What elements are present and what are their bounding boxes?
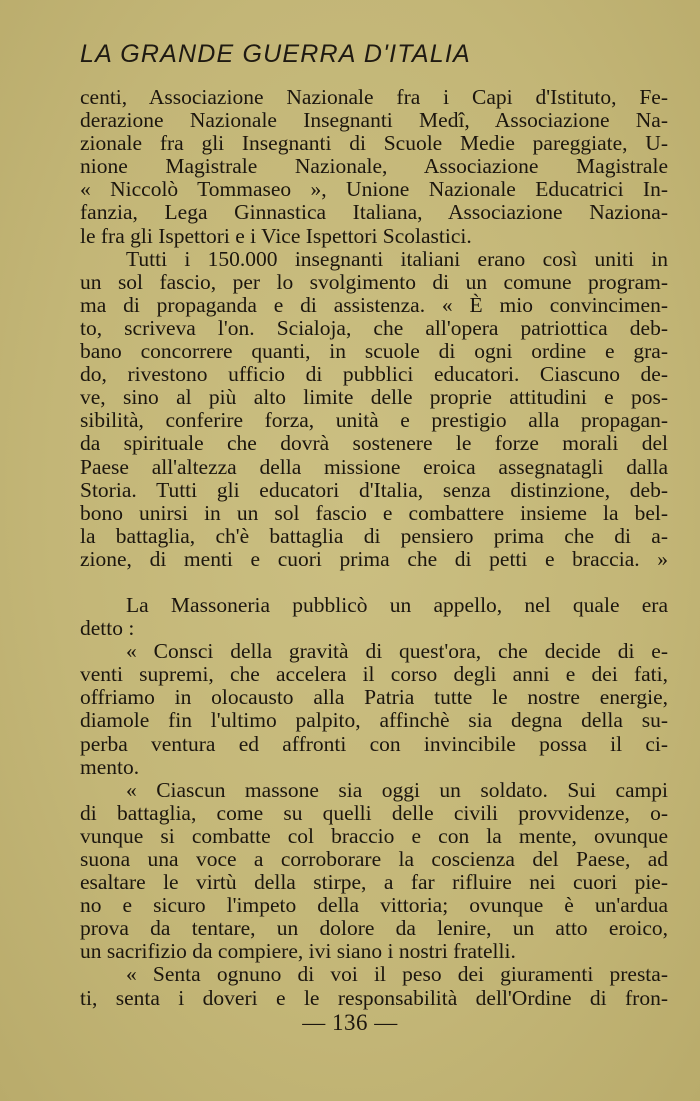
- text-line: « Niccolò Tommaseo », Unione Nazionale Educatrici In-: [80, 177, 668, 202]
- text-line: derazione Nazionale Insegnanti Medî, Associazione Na-: [80, 108, 668, 133]
- text-line: bano concorrere quanti, in scuole di ogni ordine e gra-: [80, 339, 668, 364]
- page-number: — 136 —: [302, 1010, 398, 1035]
- running-title: LA GRANDE GUERRA D'ITALIA: [80, 40, 471, 68]
- text-line: vunque si combatte col braccio e con la mente, ovunque: [80, 823, 668, 848]
- paragraph-appeal-1: [80, 640, 668, 779]
- text-line: bono unirsi in un sol fascio e combattere insieme la bel-: [80, 500, 668, 525]
- text-line: la battaglia, ch'è battaglia di pensiero prima che di a-: [80, 523, 668, 548]
- text-line: sibilità, conferire forza, unità e prestigio alla propagan-: [80, 408, 668, 433]
- text-line: ma di propaganda e di assistenza. « È mio convincimen-: [80, 292, 668, 317]
- text-line: « Ciascun massone sia oggi un soldato. Sui campi: [126, 777, 668, 802]
- body-text: [80, 86, 668, 1010]
- text-line: ti, senta i doveri e le responsabilità dell'Ordine di fron-: [80, 985, 668, 1010]
- text-line: da spirituale che dovrà sostenere le forze morali del: [80, 431, 668, 456]
- paragraph-masonry-intro: [80, 594, 668, 640]
- text-line: venti supremi, che accelera il corso degli anni e dei fati,: [80, 662, 668, 687]
- paragraph-appeal-2: [80, 779, 668, 964]
- text-line: La Massoneria pubblicò un appello, nel quale era: [126, 592, 668, 617]
- text-line: fanzia, Lega Ginnastica Italiana, Associazione Naziona-: [80, 200, 668, 225]
- text-line: di battaglia, come su quelli delle civili provvidenze, o-: [80, 800, 668, 825]
- text-line: prova da tentare, un dolore da lenire, un atto eroico,: [80, 916, 668, 941]
- text-line: to, scriveva l'on. Scialoja, che all'opera patriottica deb-: [80, 315, 668, 340]
- text-line: Tutti i 150.000 insegnanti italiani erano così uniti in: [126, 246, 668, 271]
- paragraph-appeal-3: [80, 963, 668, 1009]
- text-line: detto :: [80, 616, 135, 641]
- text-line: no e sicuro l'impeto della vittoria; ovunque è un'ardua: [80, 893, 668, 918]
- text-line: un sol fascio, per lo svolgimento di un comune program-: [80, 269, 668, 294]
- text-line: offriamo in olocausto alla Patria tutte le nostre energie,: [80, 685, 668, 710]
- text-line: centi, Associazione Nazionale fra i Capi d'Istituto, Fe-: [80, 85, 668, 109]
- text-line: Storia. Tutti gli educatori d'Italia, senza distinzione, deb-: [80, 477, 668, 502]
- paragraph-teachers: [80, 248, 668, 571]
- text-line: ve, sino al più alto limite delle proprie attitudini e pos-: [80, 385, 668, 410]
- text-line: zione, di menti e cuori prima che di petti e braccia. »: [80, 546, 668, 571]
- text-line: perba ventura ed affronti con invincibile possa il ci-: [80, 731, 668, 756]
- text-line: suona una voce a corroborare la coscienza del Paese, ad: [80, 847, 668, 871]
- paragraph-associations-list: [80, 86, 668, 248]
- text-line: « Consci della gravità di quest'ora, che decide di e-: [126, 639, 668, 664]
- text-line: Paese all'altezza della missione eroica assegnatagli dalla: [80, 454, 668, 479]
- text-line: zionale fra gli Insegnanti di Scuole Medie pareggiate, U-: [80, 131, 668, 156]
- text-line: nione Magistrale Nazionale, Associazione Magistrale: [80, 154, 668, 179]
- text-line: esaltare le virtù della stirpe, a far rifluire nei cuori pie-: [80, 870, 668, 895]
- text-line: do, rivestono ufficio di pubblici educatori. Ciascuno de-: [80, 362, 668, 387]
- paragraph-gap: [80, 571, 668, 594]
- text-line: diamole fin l'ultimo palpito, affinchè sia degna della su-: [80, 708, 668, 733]
- text-line: le fra gli Ispettori e i Vice Ispettori Scolastici.: [80, 223, 472, 248]
- text-line: mento.: [80, 754, 140, 779]
- text-line: un sacrifizio da compiere, ivi siano i nostri fratelli.: [80, 939, 516, 964]
- text-line: « Senta ognuno di voi il peso dei giuramenti presta-: [126, 962, 668, 987]
